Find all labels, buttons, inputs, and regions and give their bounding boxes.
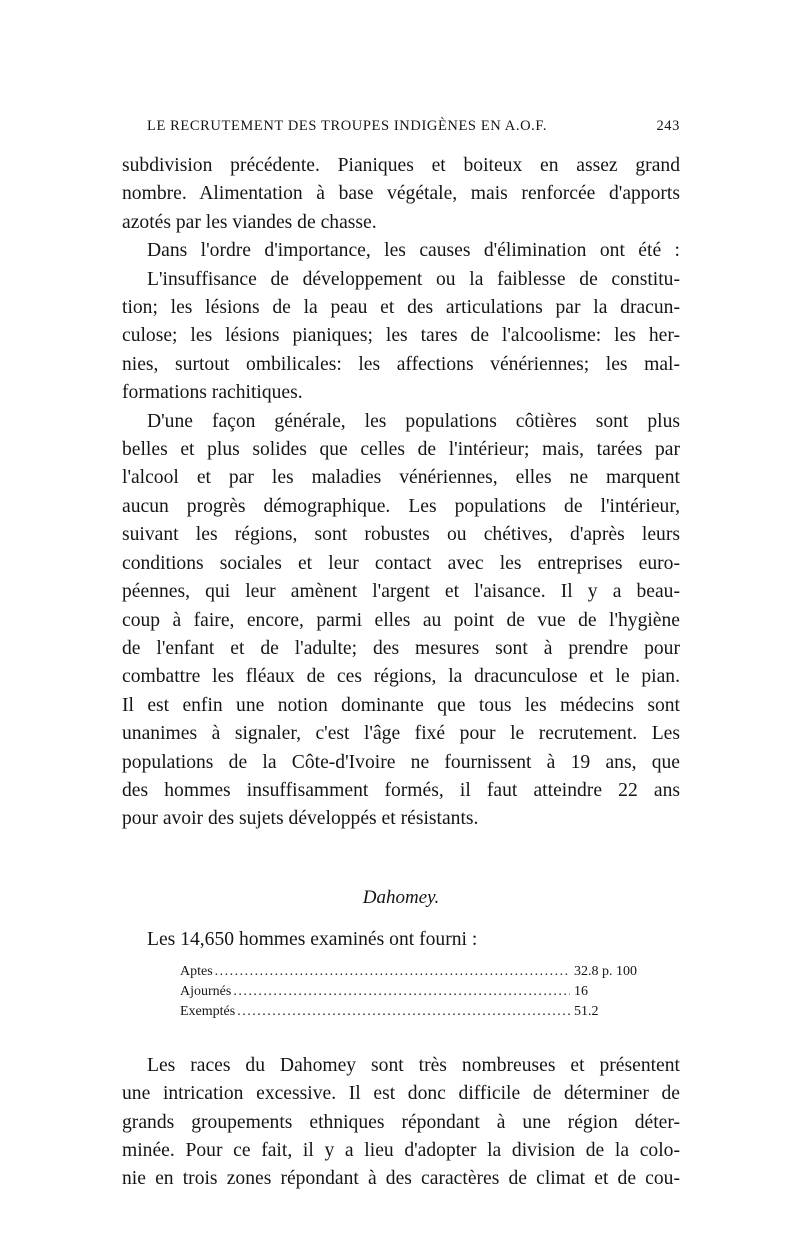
text-line: azotés par les viandes de chasse. (122, 211, 377, 233)
running-header-title: LE RECRUTEMENT DES TROUPES INDIGÈNES EN A.O.F. (147, 118, 548, 134)
section-intro: Les 14,650 hommes examinés ont fourni : (147, 928, 478, 950)
text-line: culose; les lésions pianiques; les tares de l'alcoolisme: les her- (122, 325, 680, 347)
stats-list (180, 962, 674, 1022)
dot-leader (233, 982, 570, 1002)
text-line: pour avoir des sujets développés et résistants. (122, 808, 479, 830)
stat-row (180, 962, 674, 982)
text-line: L'insuffisance de développement ou la faiblesse de constitu- (147, 268, 680, 290)
text-line: aucun progrès démographique. Les populations de l'intérieur, (122, 495, 680, 517)
text-line: de l'enfant et de l'adulte; des mesures sont à prendre pour (122, 637, 680, 659)
text-line: subdivision précédente. Pianiques et boiteux en assez grand (122, 155, 680, 176)
text-line: conditions sociales et leur contact avec les entreprises euro- (122, 552, 680, 574)
book-page (122, 116, 680, 1194)
text-line: belles et plus solides que celles de l'intérieur; mais, tarées par (122, 439, 680, 461)
text-line: populations de la Côte-d'Ivoire ne fournissent à 19 ans, que (122, 751, 680, 773)
text-line: suivant les régions, sont robustes ou chétives, d'après leurs (122, 524, 680, 546)
stat-label: Aptes (180, 963, 213, 979)
text-line: unanimes à signaler, c'est l'âge fixé pour le recrutement. Les (122, 723, 680, 745)
stat-value: 16 (574, 983, 588, 999)
dot-leader (237, 1002, 570, 1022)
paragraph-continuation (122, 152, 680, 237)
section-title: Dahomey. (362, 886, 440, 908)
stat-value: 32.8 p. 100 (574, 963, 637, 979)
page-number: 243 (656, 118, 680, 134)
stat-row (180, 982, 674, 1002)
text-line: une intrication excessive. Il est donc difficile de déterminer de (122, 1083, 680, 1105)
stat-label: Ajournés (180, 983, 232, 999)
stat-row (180, 1002, 674, 1022)
text-line: grands groupements ethniques répondant à une région déter- (122, 1111, 680, 1133)
text-line: D'une façon générale, les populations côtières sont plus (147, 410, 680, 432)
text-line: nies, surtout ombilicales: les affections vénériennes; les mal- (122, 353, 680, 375)
stat-label: Exemptés (180, 1003, 236, 1019)
text-line: des hommes insuffisamment formés, il faut atteindre 22 ans (122, 779, 680, 801)
paragraph-causes-list (122, 266, 680, 408)
text-line: Dans l'ordre d'importance, les causes d'élimination ont été : (147, 240, 680, 262)
text-line: combattre les fléaux de ces régions, la dracunculose et le pian. (122, 666, 680, 688)
running-header (147, 116, 680, 136)
text-line: formations rachitiques. (122, 382, 303, 404)
paragraph-populations (122, 408, 680, 834)
dot-leader (215, 962, 570, 982)
text-line: tion; les lésions de la peau et des articulations par la dracun- (122, 297, 680, 319)
text-line: minée. Pour ce fait, il y a lieu d'adopter la division de la colo- (122, 1139, 680, 1161)
text-line: l'alcool et par les maladies vénériennes, elles ne marquent (122, 467, 680, 489)
paragraph-dahomey-races (122, 1052, 680, 1194)
text-line: nie en trois zones répondant à des caractères de climat et de cou- (122, 1168, 680, 1190)
text-line: péennes, qui leur amènent l'argent et l'aisance. Il y a beau- (122, 581, 680, 603)
text-line: coup à faire, encore, parmi elles au point de vue de l'hygiène (122, 609, 680, 631)
text-line: Il est enfin une notion dominante que tous les médecins sont (122, 694, 680, 716)
text-line: nombre. Alimentation à base végétale, mais renforcée d'apports (122, 183, 680, 205)
text-line: Les races du Dahomey sont très nombreuses et présentent (147, 1054, 680, 1076)
stat-value: 51.2 (574, 1003, 599, 1019)
paragraph-causes-intro (122, 237, 680, 265)
